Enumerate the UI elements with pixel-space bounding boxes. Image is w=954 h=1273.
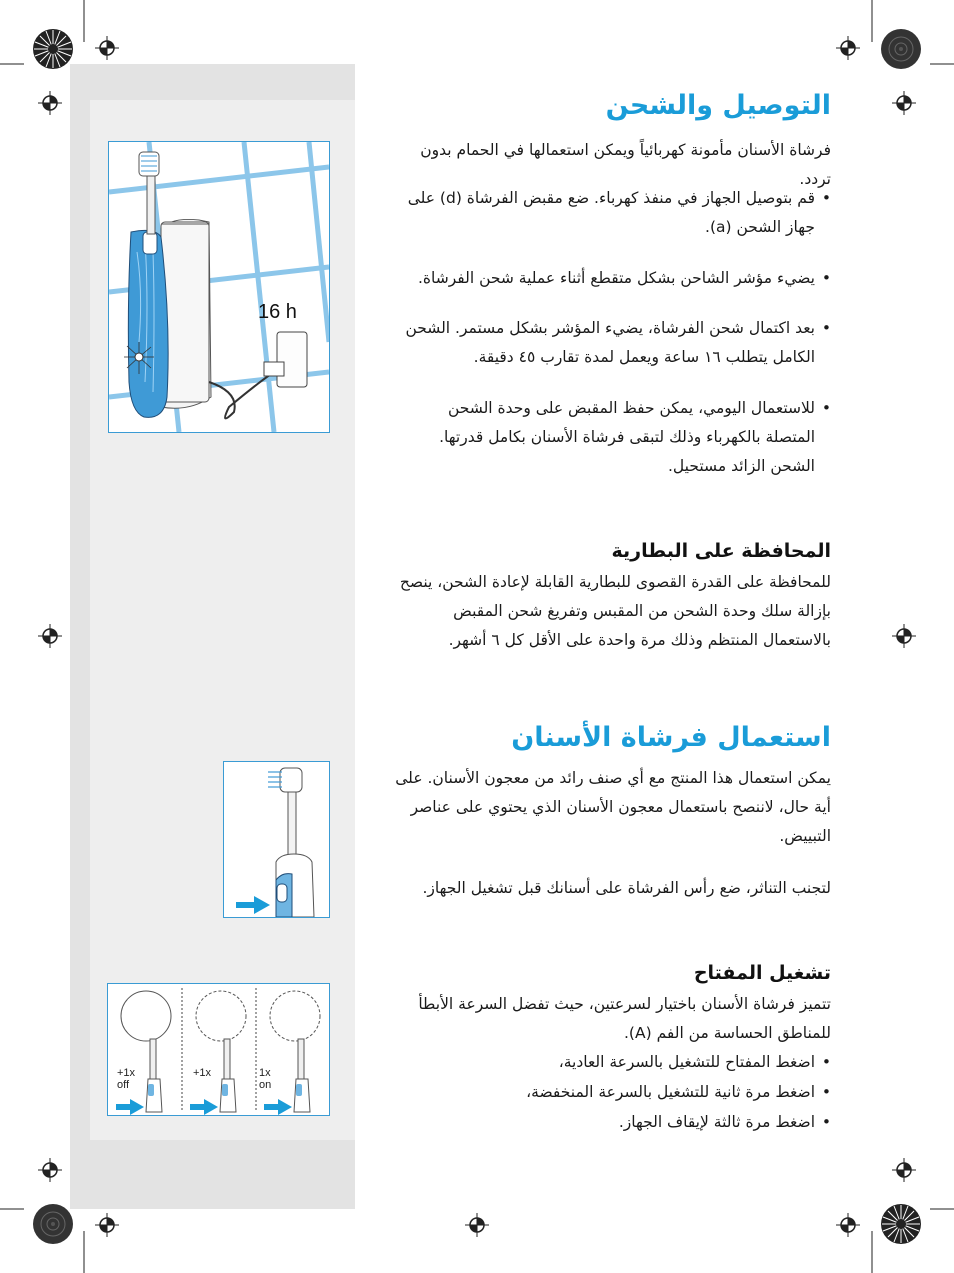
charging-bullet: • بعد اكتمال شحن الفرشاة، يضيء المؤشر بشكل مستمر. الشحن الكامل يتطلب ١٦ ساعة ويعمل لمدة تقارب ٤٥ دقيقة. bbox=[395, 314, 831, 372]
section-title-switch: تشغيل المفتاح bbox=[693, 962, 831, 984]
usage-body: يمكن استعمال هذا المنتج مع أي صنف رائد من معجون الأسنان. على أية حال، لاننصح باستعمال معجون الأسنان الذي يحتوي على عناصر التبييض. bbox=[395, 769, 831, 845]
charging-bullet: • يضيء مؤشر الشاحن بشكل متقطع أثناء عملية شحن الفرشاة. bbox=[395, 264, 831, 293]
switch-bullet: • اضغط المفتاح للتشغيل بالسرعة العادية، bbox=[395, 1048, 831, 1077]
speed-panel-2-label bbox=[193, 1067, 211, 1079]
charging-intro: فرشاة الأسنان مأمونة كهربائياً ويمكن استعمالها في الحمام بدون تردد. bbox=[420, 141, 831, 188]
speed-panel-3-label-line: on bbox=[259, 1079, 272, 1091]
registration-crosshair-icon bbox=[38, 1158, 62, 1182]
switch-body: تتميز فرشاة الأسنان باختيار لسرعتين، حيث تفضل السرعة الأبطأ للمناطق الحساسة من الفم (A). bbox=[418, 995, 831, 1042]
switch-bullet: • اضغط مرة ثالثة لإيقاف الجهاز. bbox=[395, 1108, 831, 1137]
figure-charging bbox=[108, 141, 330, 433]
speed-panel-1-label-line: +1x bbox=[117, 1067, 136, 1079]
speed-panel-3-label bbox=[259, 1067, 271, 1091]
charging-bullet: • قم بتوصيل الجهاز في منفذ كهرباء. ضع مقبض الفرشاة (d) على جهاز الشحن (a). bbox=[395, 184, 831, 242]
charging-bullet: • للاستعمال اليومي، يمكن حفظ المقبض على وحدة الشحن المتصلة بالكهرباء وذلك لتبقى فرشاة الأسنان بكامل قدرتها. الشحن الزائد مستحيل. bbox=[395, 394, 831, 481]
section-title-charging: التوصيل والشحن bbox=[605, 90, 831, 121]
speed-panel-1-label-line: off bbox=[117, 1079, 130, 1091]
registration-crosshair-icon bbox=[892, 624, 916, 648]
registration-crosshair-icon bbox=[38, 91, 62, 115]
speed-panel-2-label-line: +1x bbox=[193, 1067, 212, 1079]
registration-crosshair-icon bbox=[892, 91, 916, 115]
section-title-battery: المحافظة على البطارية bbox=[611, 540, 831, 562]
registration-sunburst-icon bbox=[32, 28, 74, 70]
registration-crosshair-icon bbox=[836, 1213, 860, 1237]
battery-body: للمحافظة على القدرة القصوى للبطارية القابلة لإعادة الشحن، ينصح بإزالة سلك وحدة الشحن من المقبس وتفريغ شحن المقبض بالاستعمال المنتظم وذلك مرة واحدة على الأقل كل ٦ أشهر. bbox=[399, 573, 831, 649]
registration-sunburst-icon bbox=[880, 1203, 922, 1245]
figure-speed-selection bbox=[107, 983, 330, 1116]
usage-tip: لتجنب التناثر، ضع رأس الفرشاة على أسنانك قبل تشغيل الجهاز. bbox=[422, 879, 831, 897]
figure-brush-on-teeth bbox=[223, 761, 330, 918]
registration-sunburst-icon bbox=[880, 28, 922, 70]
registration-crosshair-icon bbox=[892, 1158, 916, 1182]
speed-panel-1-label bbox=[117, 1067, 135, 1091]
charging-duration-label: 16 h bbox=[258, 301, 297, 323]
registration-crosshair-icon bbox=[95, 36, 119, 60]
registration-crosshair-icon bbox=[465, 1213, 489, 1237]
switch-bullet: • اضغط مرة ثانية للتشغيل بالسرعة المنخفضة، bbox=[395, 1078, 831, 1107]
registration-crosshair-icon bbox=[38, 624, 62, 648]
speed-panel-3-label-line: 1x bbox=[259, 1067, 271, 1079]
registration-sunburst-icon bbox=[32, 1203, 74, 1245]
registration-crosshair-icon bbox=[95, 1213, 119, 1237]
section-title-usage: استعمال فرشاة الأسنان bbox=[511, 722, 831, 753]
registration-crosshair-icon bbox=[836, 36, 860, 60]
